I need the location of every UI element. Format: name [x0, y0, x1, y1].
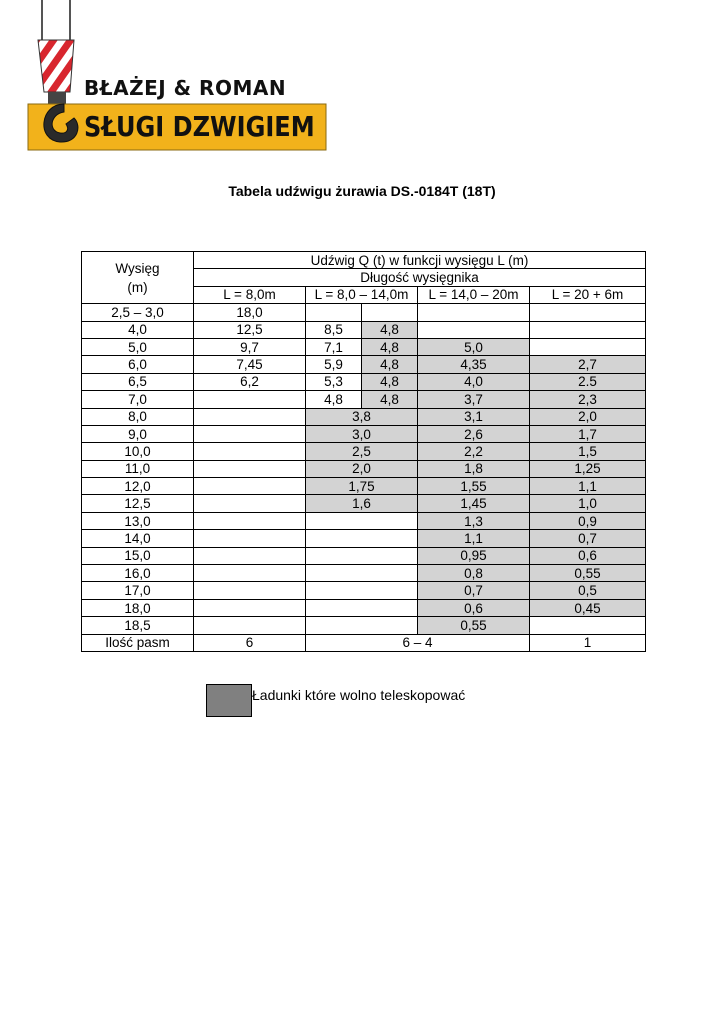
radius-cell: 4,0: [82, 321, 194, 338]
capacity-cell: [194, 512, 306, 529]
table-row: [82, 425, 646, 442]
table-row: [82, 460, 646, 477]
table-row: [82, 338, 646, 355]
table-row: [82, 547, 646, 564]
capacity-cell: 5,9: [306, 356, 362, 373]
capacity-cell: 4,8: [306, 391, 362, 408]
capacity-cell: [194, 582, 306, 599]
capacity-cell: [194, 408, 306, 425]
capacity-cell: [306, 599, 418, 616]
capacity-cell: [306, 582, 418, 599]
capacity-cell: [194, 460, 306, 477]
radius-cell: 7,0: [82, 391, 194, 408]
capacity-cell: [306, 530, 418, 547]
col-header: L = 8,0m: [194, 286, 306, 303]
table-row: [82, 408, 646, 425]
capacity-cell: 1,1: [418, 530, 530, 547]
radius-header: Wysięg (m): [82, 252, 194, 304]
capacity-cell: 2,6: [418, 425, 530, 442]
capacity-cell: 12,5: [194, 321, 306, 338]
capacity-cell: [530, 321, 646, 338]
radius-cell: 17,0: [82, 582, 194, 599]
capacity-cell: 3,8: [306, 408, 418, 425]
capacity-cell: 0,55: [530, 565, 646, 582]
capacity-cell: 1,45: [418, 495, 530, 512]
radius-cell: 8,0: [82, 408, 194, 425]
col-header: L = 20 + 6m: [530, 286, 646, 303]
capacity-cell: [194, 617, 306, 634]
logo-line1: BŁAŻEJ & ROMAN: [84, 76, 287, 100]
reeving-label: Ilość pasm: [82, 634, 194, 651]
capacity-cell: 5,3: [306, 373, 362, 390]
capacity-cell: 4,8: [362, 391, 418, 408]
capacity-cell: [194, 425, 306, 442]
capacity-cell: 7,45: [194, 356, 306, 373]
capacity-cell: 0,45: [530, 599, 646, 616]
table-row: [82, 495, 646, 512]
table-row: [82, 391, 646, 408]
header-row: [82, 252, 646, 269]
page-title: Tabela udźwigu żurawia DS.-0184T (18T): [228, 183, 496, 199]
footer-row: [82, 634, 646, 651]
capacity-cell: 2.5: [530, 373, 646, 390]
table-row: [82, 373, 646, 390]
capacity-cell: 4,0: [418, 373, 530, 390]
capacity-cell: 1,3: [418, 512, 530, 529]
radius-cell: 13,0: [82, 512, 194, 529]
load-capacity-table: [81, 251, 646, 652]
capacity-cell: 0,7: [418, 582, 530, 599]
capacity-cell: 2,0: [530, 408, 646, 425]
capacity-cell: 4,8: [362, 321, 418, 338]
radius-cell: 6,5: [82, 373, 194, 390]
reeving-cell: 6 – 4: [306, 634, 530, 651]
capacity-cell: 0,5: [530, 582, 646, 599]
capacity-cell: [306, 565, 418, 582]
capacity-cell: 1,55: [418, 478, 530, 495]
table-row: [82, 478, 646, 495]
table-row: [82, 512, 646, 529]
capacity-cell: 2,2: [418, 443, 530, 460]
capacity-cell: 1,75: [306, 478, 418, 495]
table-row: [82, 582, 646, 599]
capacity-cell: 3,0: [306, 425, 418, 442]
table-row: [82, 304, 646, 321]
capacity-cell: [306, 304, 362, 321]
capacity-cell: [194, 391, 306, 408]
capacity-cell: 1,25: [530, 460, 646, 477]
reeving-cell: 1: [530, 634, 646, 651]
capacity-cell: [306, 512, 418, 529]
legend-swatch: [206, 684, 252, 717]
table-row: [82, 617, 646, 634]
capacity-cell: 1,7: [530, 425, 646, 442]
capacity-cell: 2,0: [306, 460, 418, 477]
capacity-cell: [530, 617, 646, 634]
table-row: [82, 356, 646, 373]
capacity-header: Udźwig Q (t) w funkcji wysięgu L (m): [194, 252, 646, 269]
capacity-cell: 6,2: [194, 373, 306, 390]
capacity-cell: 0,8: [418, 565, 530, 582]
table-row: [82, 530, 646, 547]
capacity-cell: [194, 565, 306, 582]
capacity-cell: 3,7: [418, 391, 530, 408]
capacity-cell: [306, 547, 418, 564]
capacity-cell: 7,1: [306, 338, 362, 355]
capacity-cell: [194, 599, 306, 616]
radius-cell: 10,0: [82, 443, 194, 460]
capacity-cell: [194, 530, 306, 547]
radius-cell: 12,0: [82, 478, 194, 495]
reeving-cell: 6: [194, 634, 306, 651]
capacity-cell: 4,8: [362, 356, 418, 373]
radius-cell: 15,0: [82, 547, 194, 564]
radius-cell: 18,0: [82, 599, 194, 616]
table-row: [82, 565, 646, 582]
capacity-cell: 1,0: [530, 495, 646, 512]
capacity-cell: 2,5: [306, 443, 418, 460]
capacity-cell: 4,8: [362, 373, 418, 390]
capacity-cell: 18,0: [194, 304, 306, 321]
capacity-cell: [530, 304, 646, 321]
radius-cell: 6,0: [82, 356, 194, 373]
capacity-cell: 8,5: [306, 321, 362, 338]
company-logo: [26, 0, 328, 152]
capacity-cell: 1,8: [418, 460, 530, 477]
capacity-cell: 2,7: [530, 356, 646, 373]
capacity-cell: 2,3: [530, 391, 646, 408]
radius-cell: 5,0: [82, 338, 194, 355]
capacity-cell: 1,6: [306, 495, 418, 512]
capacity-cell: 0,55: [418, 617, 530, 634]
capacity-cell: 9,7: [194, 338, 306, 355]
capacity-cell: 3,1: [418, 408, 530, 425]
capacity-cell: 4,35: [418, 356, 530, 373]
capacity-cell: 0,6: [418, 599, 530, 616]
capacity-cell: [194, 443, 306, 460]
legend-label: Ładunki które wolno teleskopować: [252, 687, 466, 703]
capacity-cell: [194, 495, 306, 512]
capacity-cell: [194, 478, 306, 495]
capacity-cell: [418, 321, 530, 338]
col-header: L = 14,0 – 20m: [418, 286, 530, 303]
capacity-cell: 1,1: [530, 478, 646, 495]
capacity-cell: 0,9: [530, 512, 646, 529]
radius-cell: 16,0: [82, 565, 194, 582]
capacity-cell: [418, 304, 530, 321]
capacity-cell: [362, 304, 418, 321]
capacity-cell: 0,7: [530, 530, 646, 547]
radius-cell: 11,0: [82, 460, 194, 477]
capacity-cell: [306, 617, 418, 634]
capacity-cell: [530, 338, 646, 355]
capacity-cell: 0,95: [418, 547, 530, 564]
capacity-cell: 4,8: [362, 338, 418, 355]
radius-cell: 2,5 – 3,0: [82, 304, 194, 321]
capacity-cell: [194, 547, 306, 564]
table-row: [82, 443, 646, 460]
boom-length-header: Długość wysięgnika: [194, 269, 646, 286]
radius-cell: 14,0: [82, 530, 194, 547]
table-row: [82, 321, 646, 338]
capacity-cell: 0,6: [530, 547, 646, 564]
radius-cell: 18,5: [82, 617, 194, 634]
logo-line2: SŁUGI DZWIGIEM: [84, 110, 315, 143]
col-header: L = 8,0 – 14,0m: [306, 286, 418, 303]
table-row: [82, 599, 646, 616]
capacity-cell: 1,5: [530, 443, 646, 460]
capacity-cell: 5,0: [418, 338, 530, 355]
radius-cell: 9,0: [82, 425, 194, 442]
radius-cell: 12,5: [82, 495, 194, 512]
